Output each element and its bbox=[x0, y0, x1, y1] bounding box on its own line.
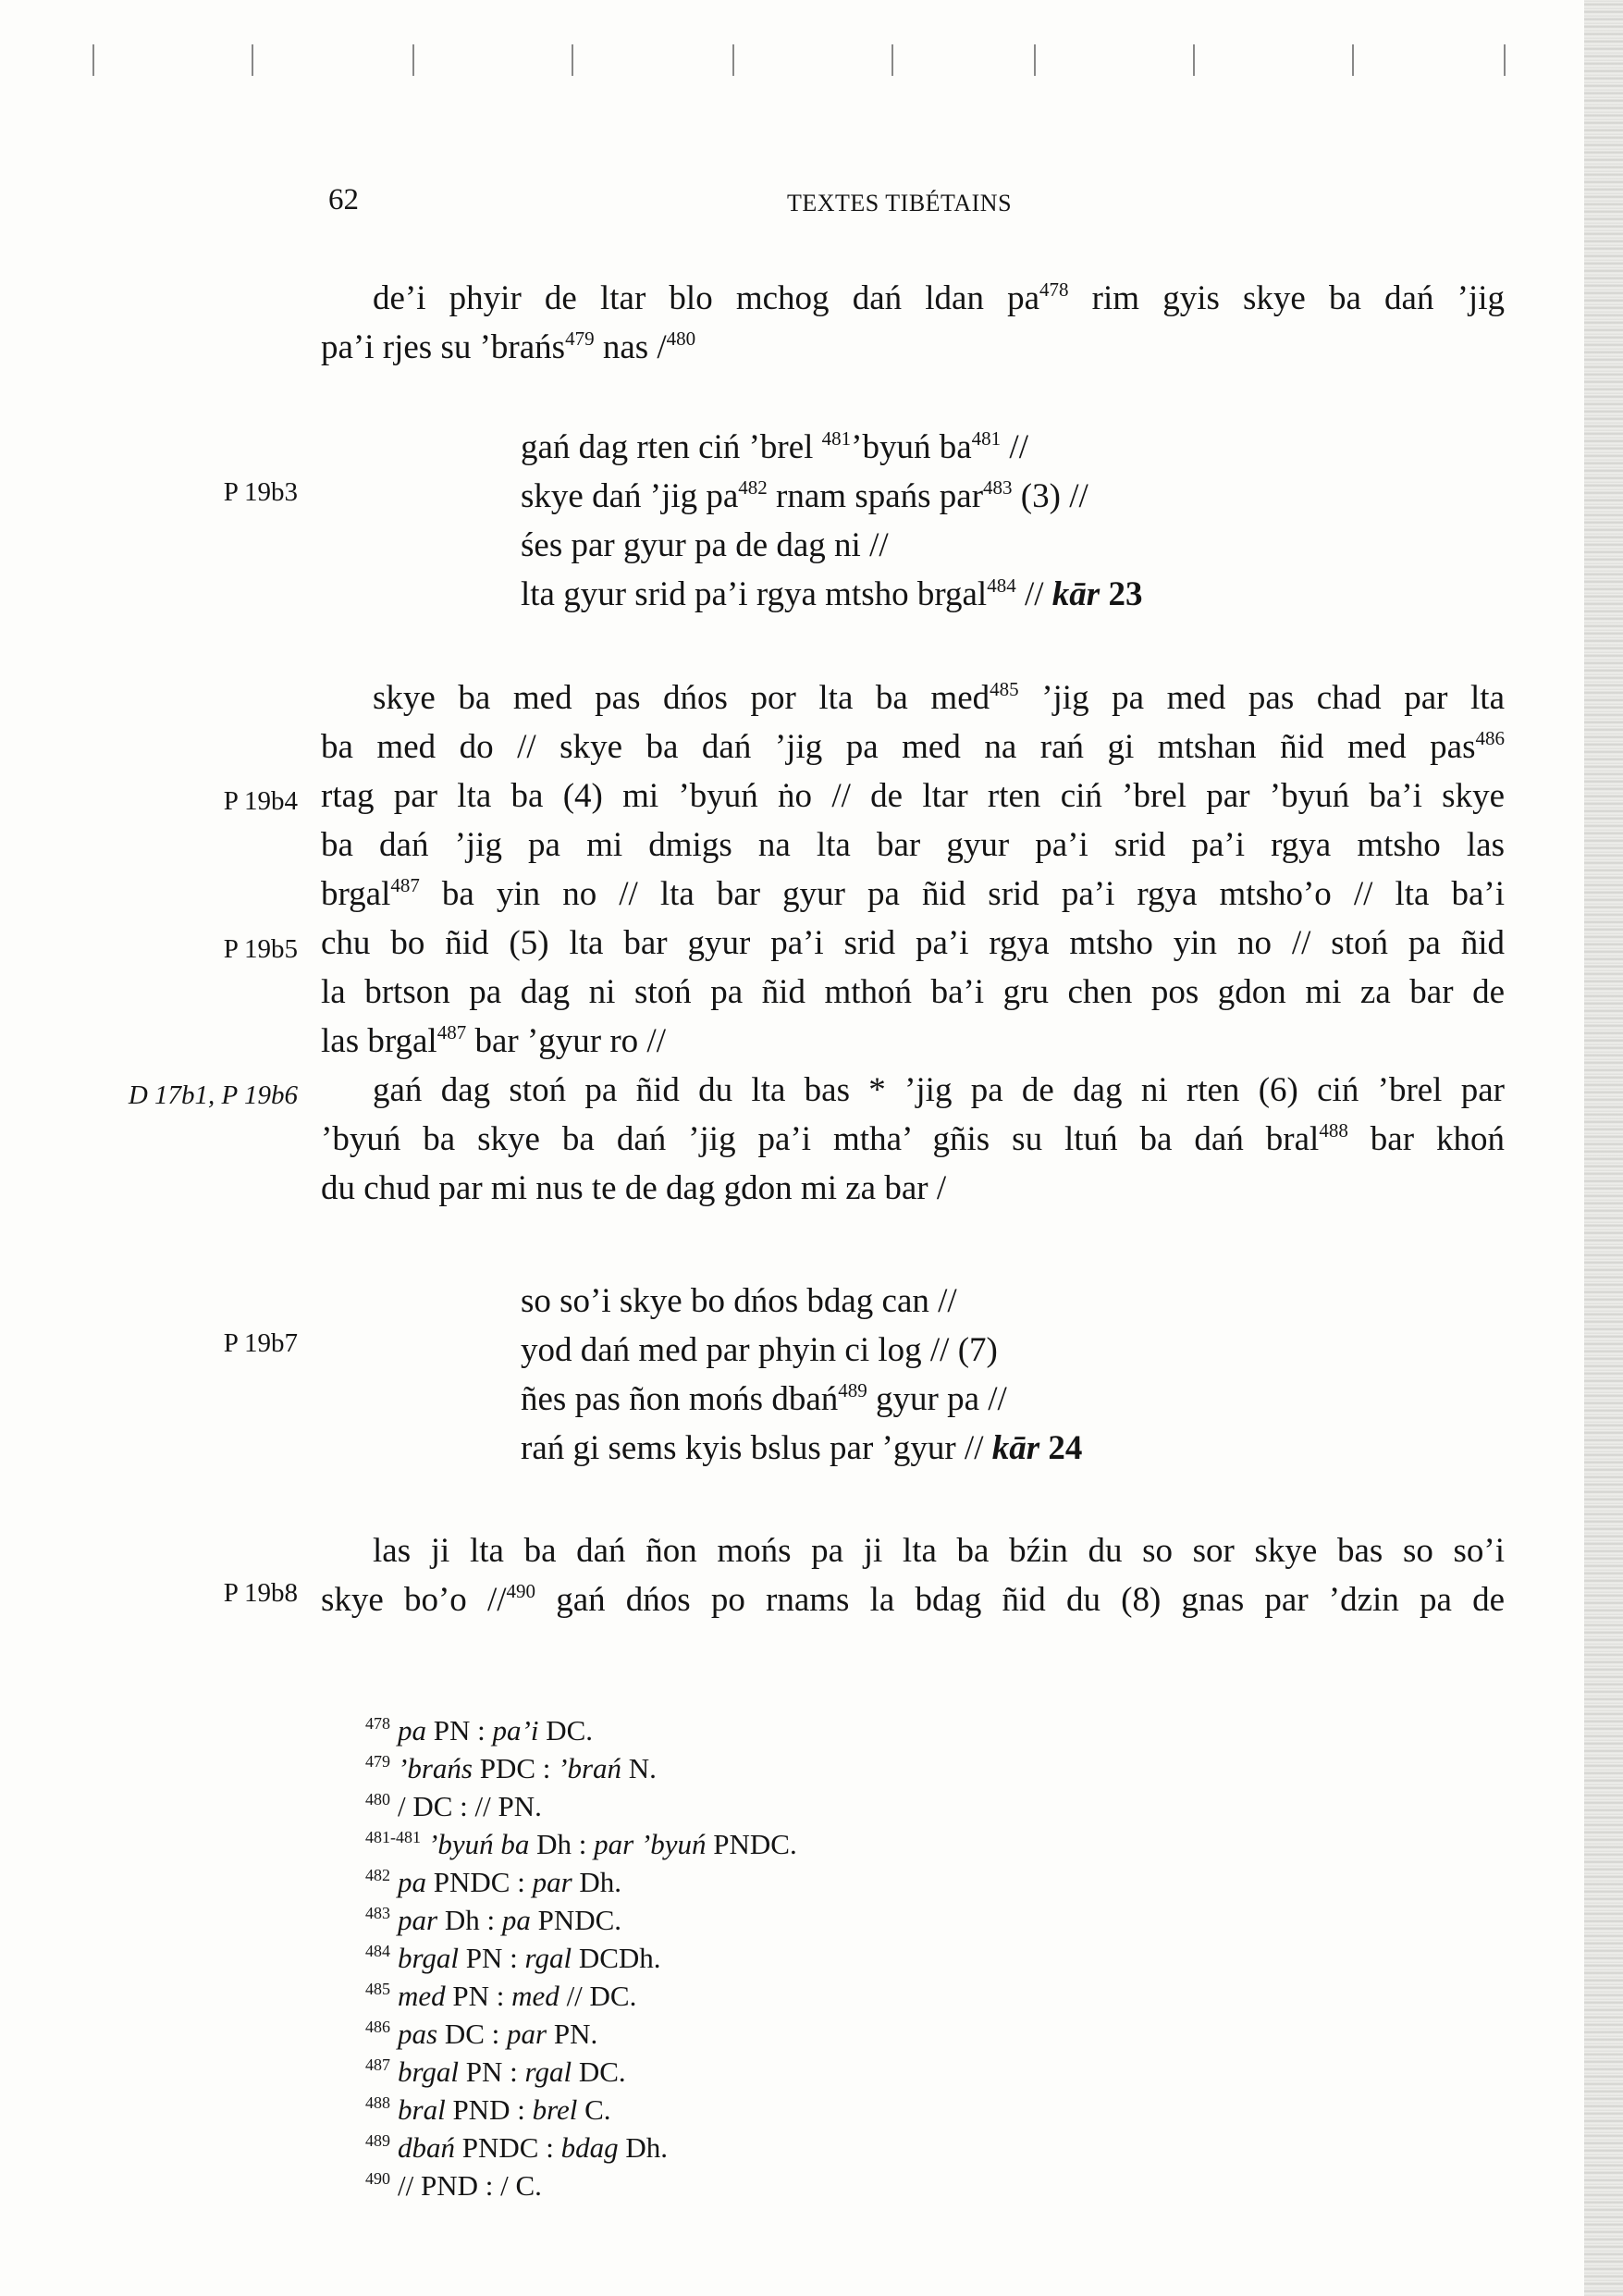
footnote: $^{481-481}$ ’byuń ba Dh : par ’byuń PNDC. bbox=[365, 1828, 797, 1860]
ruler-ticks bbox=[92, 35, 1535, 81]
scan-edge bbox=[1584, 0, 1623, 2296]
footnote-ref: 490 bbox=[506, 1580, 536, 1602]
text-line: las brgal$^{487}$ bar ’gyur ro // bbox=[321, 1021, 666, 1060]
footnote-ref: 479 bbox=[565, 327, 595, 350]
verse-line: rań gi sems kyis bslus par ’gyur // kār 24 bbox=[521, 1429, 1083, 1467]
footnote: $^{487}$ brgal PN : rgal DC. bbox=[365, 2055, 626, 2088]
verse-line: gań dag rten ciń ’brel $^{481}$’byuń $ba^{481}$ // bbox=[521, 427, 1028, 466]
running-title: TEXTES TIBÉTAINS bbox=[787, 190, 1013, 216]
footnote-ref: 483 bbox=[983, 476, 1013, 499]
footnote-ref: 489 bbox=[838, 1379, 867, 1401]
text-line: ba med do // skye ba dań ’jig pa med na rań gi mtshan ñid med pas$^{486}$ bbox=[321, 727, 1505, 766]
text-line: ba dań ’jig pa mi dmigs na lta bar gyur pa’i srid pa’i rgya mtsho las bbox=[321, 826, 1505, 864]
text-line: brgal$^{487}$ ba yin no // lta bar gyur pa ñid srid pa’i rgya mtsho’o // lta ba’i bbox=[321, 874, 1505, 913]
verse-line: śes par gyur pa de dag ni // bbox=[521, 526, 889, 564]
footnote: $^{480}$ / DC : // PN. bbox=[365, 1790, 542, 1822]
paragraph-2 bbox=[321, 673, 1505, 1213]
footnote-ref: 478 bbox=[1039, 278, 1069, 301]
text-line: skye ba med pas dńos por lta ba med$^{485}$ ’jig pa med pas chad par lta bbox=[373, 678, 1506, 717]
footnote-ref: 485 bbox=[990, 678, 1019, 700]
karika-label: kār 24 bbox=[991, 1429, 1083, 1467]
text-line: gań dag stoń pa ñid du lta bas * ’jig pa de dag ni rten (6) ciń ’brel par bbox=[373, 1071, 1505, 1109]
footnote-ref: 486 bbox=[1475, 727, 1505, 749]
footnote: $^{485}$ med PN : med // DC. bbox=[365, 1980, 637, 2012]
footnote: $^{489}$ dbań PNDC : bdag Dh. bbox=[365, 2131, 668, 2164]
text-line: du chud par mi nus te de dag gdon mi za bar / bbox=[321, 1169, 947, 1207]
footnotes bbox=[365, 1711, 797, 2204]
footnote: $^{488}$ bral PND : brel C. bbox=[365, 2093, 611, 2126]
margin-ref: P 19b3 bbox=[223, 477, 298, 507]
footnote: $^{479}$ ’brańs PDC : ’brań N. bbox=[365, 1752, 657, 1784]
text-line: pa’i rjes su ’brańs$^{479}$ nas /$^{480}$ bbox=[321, 327, 696, 366]
margin-ref: P 19b5 bbox=[223, 934, 298, 964]
footnote: $^{483}$ par Dh : pa PNDC. bbox=[365, 1904, 622, 1936]
text-line: las ji lta ba dań ñon mońs pa ji lta ba bźin du so sor skye bas so so’i bbox=[373, 1532, 1505, 1570]
footnote: $^{484}$ brgal PN : rgal DCDh. bbox=[365, 1942, 661, 1974]
margin-ref: P 19b8 bbox=[223, 1578, 298, 1608]
verse-2 bbox=[521, 1277, 1082, 1473]
footnote: $^{478}$ pa PN : pa’i DC. bbox=[365, 1714, 594, 1747]
footnote: $^{486}$ pas DC : par PN. bbox=[365, 2018, 598, 2050]
text-line: la brtson pa dag ni stoń pa ñid mthoń ba’i gru chen pos gdon mi za bar de bbox=[321, 973, 1505, 1011]
verse-line: ñes pas ñon mońs dbań$^{489}$ gyur pa // bbox=[521, 1379, 1007, 1418]
footnote-ref: 487 bbox=[436, 1021, 467, 1043]
text-line: rtag par lta ba (4) mi ’byuń ṅo // de ltar rten ciń ’brel par ’byuń ba’i skye bbox=[321, 777, 1505, 815]
verse-line: so so’i skye bo dńos bdag can // bbox=[521, 1282, 957, 1320]
footnote-ref: 481 bbox=[971, 427, 1002, 450]
footnote-ref: 487 bbox=[390, 874, 420, 896]
verse-line: yod dań med par phyin ci log // (7) bbox=[521, 1331, 998, 1369]
text-line: de’i phyir de ltar blo mchog dań ldan $pa^{478}$ rim gyis skye ba dań ’jig bbox=[373, 278, 1505, 317]
footnote-ref: 480 bbox=[666, 327, 696, 350]
verse-1 bbox=[521, 423, 1142, 619]
footnote-ref: 484 bbox=[987, 574, 1016, 597]
text-line: ’byuń ba skye ba dań ’jig pa’i mtha’ gñis su ltuń ba dań bral$^{488}$ bar khoń bbox=[321, 1119, 1505, 1158]
footnote: $^{490}$ // PND : / C. bbox=[365, 2169, 542, 2202]
text-line: skye bo’o //$^{490}$ gań dńos po rnams la bdag ñid du (8) gnas par ’dzin pa de bbox=[321, 1580, 1505, 1619]
margin-ref: P 19b4 bbox=[223, 786, 298, 816]
verse-line: lta gyur srid pa’i rgya mtsho brgal$^{484}$ // kār 23 bbox=[521, 574, 1143, 613]
footnote-ref: 481 bbox=[821, 427, 852, 450]
footnote-ref: 488 bbox=[1319, 1119, 1348, 1142]
margin-ref: P 19b7 bbox=[223, 1328, 298, 1358]
page-number: 62 bbox=[328, 183, 359, 216]
text-line: chu bo ñid (5) lta bar gyur pa’i srid pa’i rgya mtsho yin no // stoń pa ñid bbox=[321, 924, 1505, 962]
footnote: $^{482}$ pa PNDC : par Dh. bbox=[365, 1866, 622, 1898]
margin-ref: D 17b1, P 19b6 bbox=[128, 1080, 298, 1110]
karika-label: kār 23 bbox=[1051, 575, 1143, 613]
verse-line: skye dań ’jig $pa^{482}$ rnam spańs par$^{483}$ (3) // bbox=[521, 476, 1088, 515]
footnote-ref: 482 bbox=[738, 476, 768, 499]
paragraph-3 bbox=[321, 1526, 1505, 1624]
paragraph-1 bbox=[321, 274, 1505, 372]
